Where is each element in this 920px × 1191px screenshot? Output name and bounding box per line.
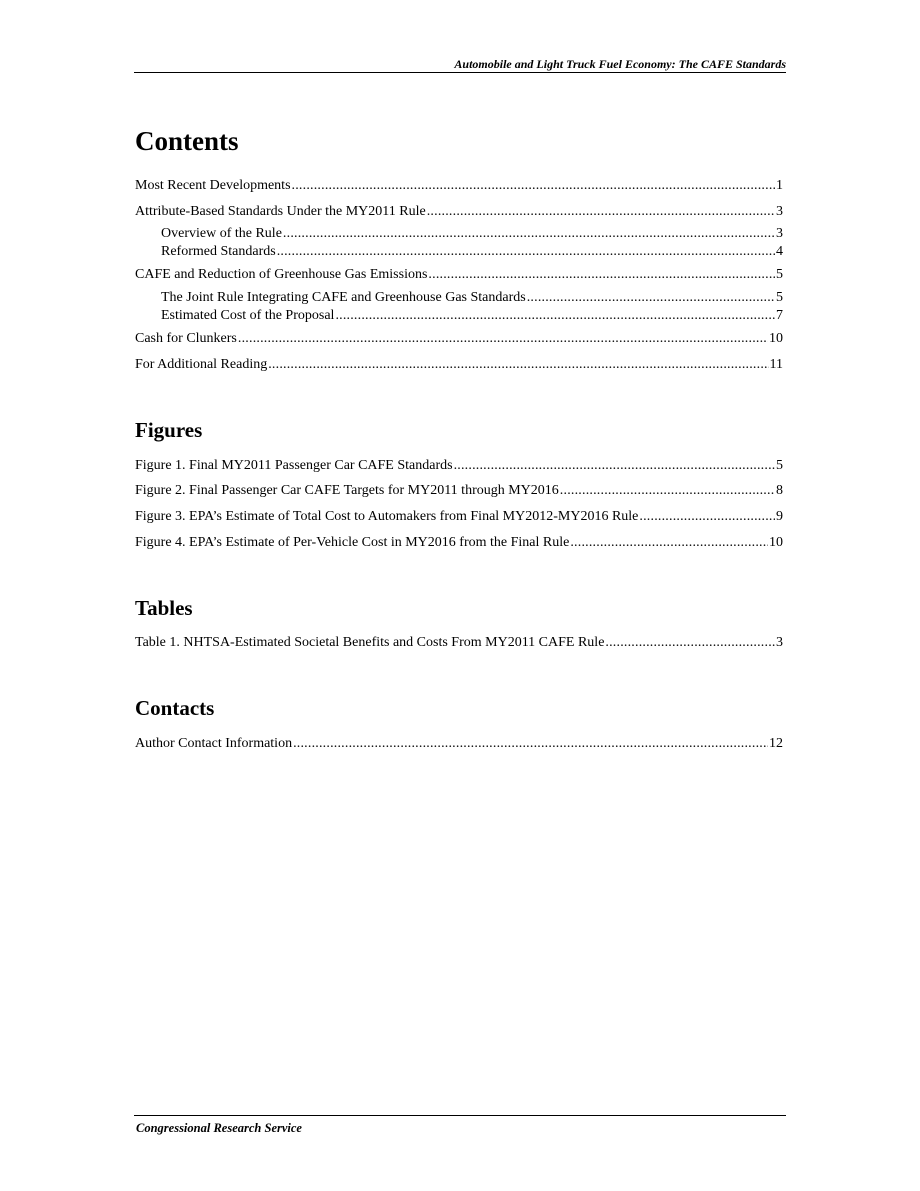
toc-entry-table-1[interactable]: [135, 634, 783, 652]
toc-entry-page: 3: [776, 226, 783, 241]
header-rule: [134, 72, 786, 73]
toc-leader-dots: [335, 307, 775, 325]
toc-entry-label: Figure 1. Final MY2011 Passenger Car CAFE Standards: [135, 458, 453, 473]
toc-entry-estimated-cost[interactable]: [161, 307, 783, 325]
toc-leader-dots: [639, 508, 775, 526]
toc-leader-dots: [293, 735, 768, 753]
toc-entry-page: 1: [776, 178, 783, 193]
toc-leader-dots: [427, 203, 775, 221]
footer-rule: [134, 1115, 786, 1116]
toc-entry-page: 9: [776, 509, 783, 524]
toc-entry-most-recent-developments[interactable]: [135, 177, 783, 195]
toc-entry-attribute-based-standards[interactable]: [135, 203, 783, 221]
toc-leader-dots: [283, 225, 775, 243]
toc-entry-page: 5: [776, 290, 783, 305]
toc-entry-page: 3: [776, 204, 783, 219]
toc-entry-label: For Additional Reading: [135, 357, 268, 372]
toc-entry-overview-of-the-rule[interactable]: [161, 225, 783, 243]
toc-leader-dots: [527, 289, 775, 307]
contents-heading: Contents: [135, 126, 239, 156]
toc-entry-label: The Joint Rule Integrating CAFE and Greenhouse Gas Standards: [161, 290, 526, 305]
toc-entry-label: CAFE and Reduction of Greenhouse Gas Emissions: [135, 267, 428, 282]
toc-entry-label: Attribute-Based Standards Under the MY2011 Rule: [135, 204, 426, 219]
toc-entry-label: Cash for Clunkers: [135, 331, 237, 346]
toc-leader-dots: [292, 177, 775, 195]
toc-leader-dots: [605, 634, 775, 652]
toc-entry-label: Author Contact Information: [135, 736, 293, 751]
toc-entry-label: Overview of the Rule: [161, 226, 282, 241]
toc-entry-label: Reformed Standards: [161, 244, 276, 259]
toc-entry-label: Figure 4. EPA’s Estimate of Per-Vehicle Cost in MY2016 from the Final Rule: [135, 535, 570, 550]
toc-entry-label: Most Recent Developments: [135, 178, 291, 193]
toc-leader-dots: [560, 482, 775, 500]
toc-entry-cafe-and-ghg[interactable]: [135, 266, 783, 284]
toc-entry-page: 5: [776, 267, 783, 282]
toc-entry-page: 3: [776, 635, 783, 650]
toc-leader-dots: [268, 356, 768, 374]
tables-heading: Tables: [135, 596, 193, 620]
toc-leader-dots: [277, 243, 775, 261]
toc-entry-figure-3[interactable]: [135, 508, 783, 526]
toc-entry-cash-for-clunkers[interactable]: [135, 330, 783, 348]
toc-entry-figure-1[interactable]: [135, 457, 783, 475]
toc-entry-figure-4[interactable]: [135, 534, 783, 552]
toc-entry-label: Estimated Cost of the Proposal: [161, 308, 335, 323]
toc-entry-figure-2[interactable]: [135, 482, 783, 500]
toc-leader-dots: [428, 266, 775, 284]
toc-entry-page: 4: [776, 244, 783, 259]
toc-entry-label: Table 1. NHTSA-Estimated Societal Benefits and Costs From MY2011 CAFE Rule: [135, 635, 605, 650]
toc-entry-additional-reading[interactable]: [135, 356, 783, 374]
toc-entry-page: 11: [769, 357, 783, 372]
toc-entry-joint-rule[interactable]: [161, 289, 783, 307]
contacts-heading: Contacts: [135, 696, 215, 720]
toc-entry-page: 10: [769, 535, 783, 550]
toc-leader-dots: [570, 534, 768, 552]
toc-entry-page: 10: [769, 331, 783, 346]
toc-entry-author-contact[interactable]: [135, 735, 783, 753]
toc-entry-label: Figure 2. Final Passenger Car CAFE Targets for MY2011 through MY2016: [135, 483, 559, 498]
toc-entry-page: 5: [776, 458, 783, 473]
running-header: Automobile and Light Truck Fuel Economy: The CAFE Standards: [454, 57, 786, 71]
toc-entry-reformed-standards[interactable]: [161, 243, 783, 261]
toc-entry-page: 7: [776, 308, 783, 323]
toc-entry-label: Figure 3. EPA’s Estimate of Total Cost to Automakers from Final MY2012-MY2016 Rule: [135, 509, 639, 524]
running-footer: Congressional Research Service: [136, 1121, 302, 1135]
toc-entry-page: 12: [769, 736, 783, 751]
toc-leader-dots: [238, 330, 768, 348]
toc-leader-dots: [454, 457, 775, 475]
figures-heading: Figures: [135, 418, 203, 442]
toc-entry-page: 8: [776, 483, 783, 498]
